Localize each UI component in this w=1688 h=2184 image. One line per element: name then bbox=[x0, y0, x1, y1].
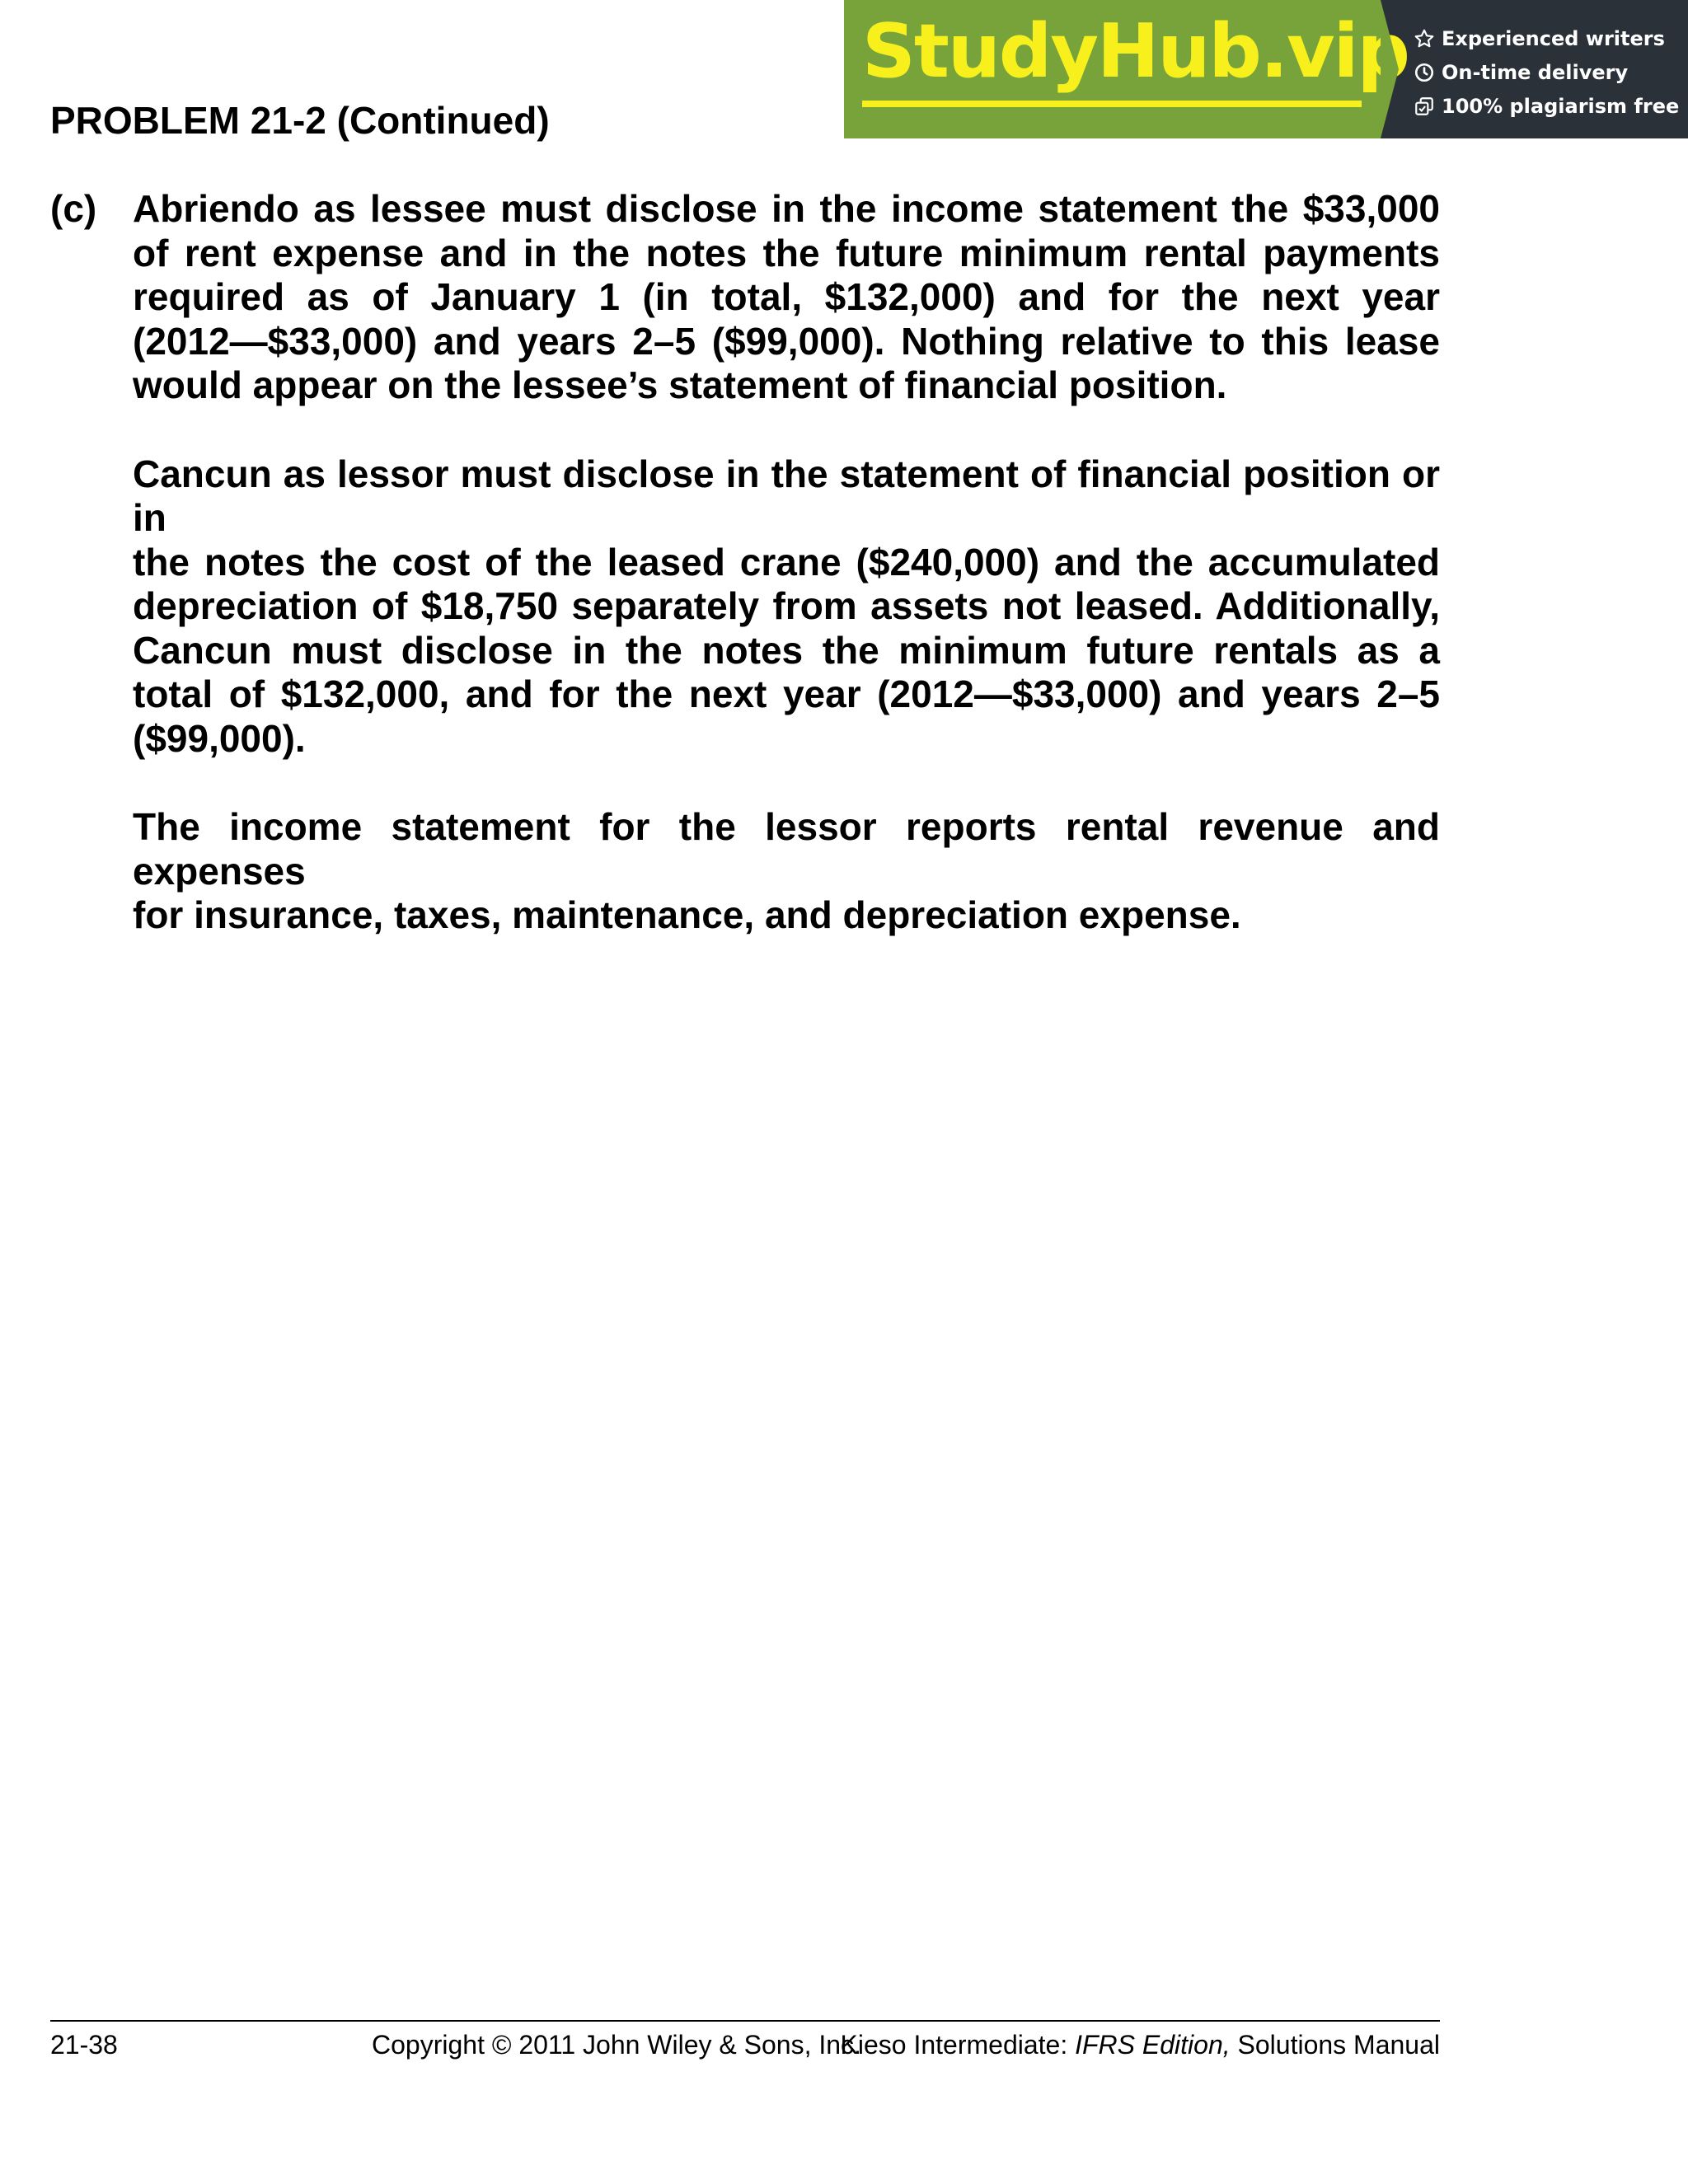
text-line: would appear on the lessee’s statement of financial position. bbox=[133, 363, 1227, 406]
text-line: Cancun must disclose in the notes the minimum future rentals as a bbox=[133, 628, 1440, 672]
text-line: (2012—$33,000) and years 2–5 ($99,000). Nothing relative to this lease bbox=[133, 319, 1440, 363]
page-number: 21-38 bbox=[50, 2030, 118, 2060]
text-line: depreciation of $18,750 separately from assets not leased. Additionally, bbox=[133, 584, 1440, 627]
brand-logo[interactable] bbox=[844, 0, 1409, 138]
clock-icon bbox=[1414, 62, 1435, 83]
studyhub-banner[interactable] bbox=[844, 0, 1688, 138]
book-title bbox=[841, 2028, 1440, 2061]
text-line: The income statement for the lessor reports rental revenue and expenses bbox=[133, 805, 1440, 893]
text-line: required as of January 1 (in total, $132,000) and for the next year bbox=[133, 275, 1440, 318]
section-c bbox=[50, 187, 1440, 982]
copyright-notice: Copyright © 2011 John Wiley & Sons, Inc. bbox=[372, 2030, 861, 2060]
perk-label: Experienced writers bbox=[1442, 26, 1665, 50]
perk-item bbox=[1414, 89, 1688, 123]
book-title-edition: IFRS Edition, bbox=[1075, 2030, 1231, 2060]
page-title: PROBLEM 21-2 (Continued) bbox=[50, 99, 550, 142]
text-line: for insurance, taxes, maintenance, and depreciation expense. bbox=[133, 893, 1241, 936]
paragraph-lessee-disclosure bbox=[133, 187, 1440, 408]
text-line: ($99,000). bbox=[133, 716, 306, 760]
brand-underline bbox=[862, 101, 1362, 107]
text-line: Abriendo as lessee must disclose in the income statement the $33,000 bbox=[133, 187, 1440, 230]
part-label: (c) bbox=[50, 187, 97, 230]
book-title-prefix: Kieso Intermediate: bbox=[840, 2030, 1076, 2060]
footer-divider bbox=[50, 2020, 1440, 2022]
perk-item bbox=[1414, 55, 1688, 89]
text-line: Cancun as lessor must disclose in the statement of financial position or in bbox=[133, 452, 1440, 539]
perk-label: On-time delivery bbox=[1442, 60, 1629, 84]
brand-name: StudyHub.vip bbox=[862, 8, 1409, 95]
paragraph-lessor-income-statement bbox=[133, 805, 1440, 938]
text-line: of rent expense and in the notes the future minimum rental payments bbox=[133, 231, 1440, 274]
perk-item bbox=[1414, 21, 1688, 55]
text-line: total of $132,000, and for the next year (2012—$33,000) and years 2–5 bbox=[133, 673, 1440, 715]
brand-arrow bbox=[1381, 0, 1399, 138]
perk-label: 100% plagiarism free bbox=[1442, 94, 1680, 118]
text-line: the notes the cost of the leased crane ($240,000) and the accumulated bbox=[133, 540, 1440, 583]
book-title-suffix: Solutions Manual bbox=[1230, 2030, 1440, 2060]
paragraphs bbox=[133, 187, 1440, 938]
paragraph-lessor-disclosure bbox=[133, 452, 1440, 762]
star-icon bbox=[1414, 28, 1435, 49]
copy-icon bbox=[1414, 96, 1435, 117]
perks-list bbox=[1381, 0, 1688, 138]
